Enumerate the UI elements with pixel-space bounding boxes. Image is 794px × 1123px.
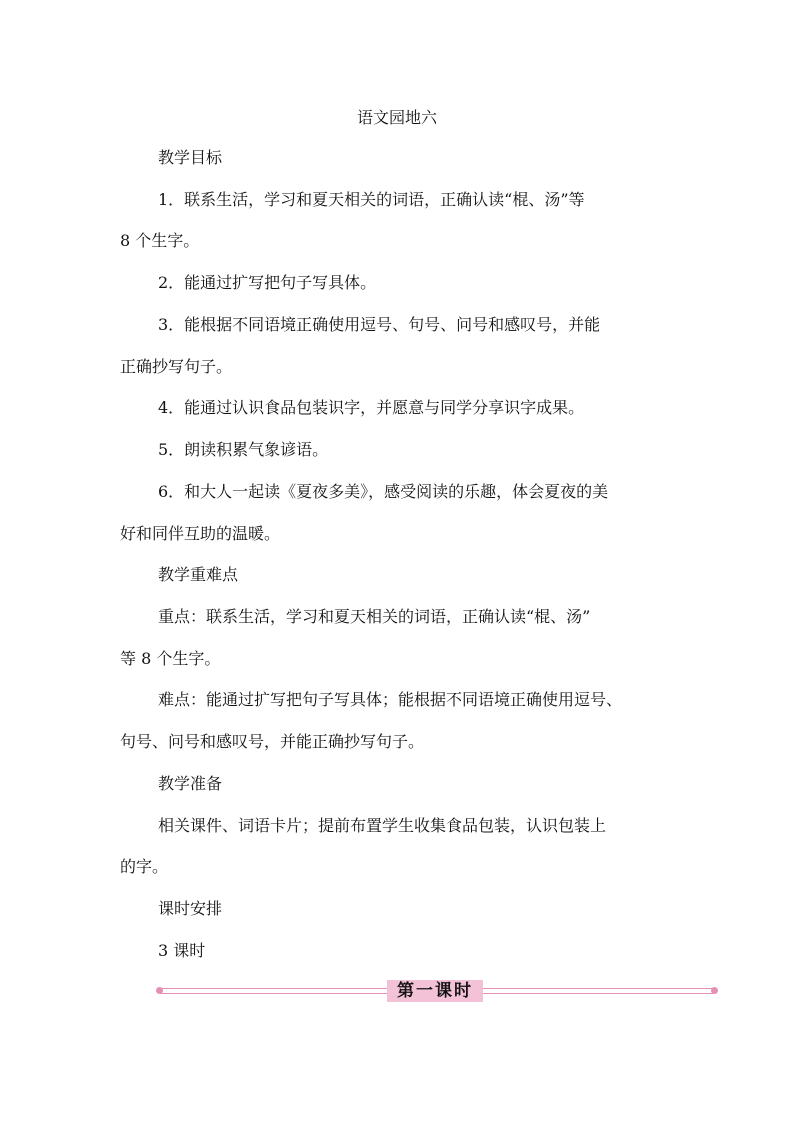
objective-5: 5．朗读积累气象谚语。	[158, 440, 329, 459]
objective-4: 4．能通过认识食品包装识字，并愿意与同学分享识字成果。	[158, 398, 585, 417]
objective-3-line-1: 3．能根据不同语境正确使用逗号、句号、问号和感叹号，并能	[158, 315, 601, 334]
lesson-label: 第一课时	[387, 980, 483, 1002]
key-points-heading: 教学重难点	[158, 565, 239, 584]
objectives-heading: 教学目标	[158, 148, 223, 167]
document-title: 语文园地六	[356, 108, 437, 127]
objective-2: 2．能通过扩写把句子写具体。	[158, 273, 377, 292]
preparation-line-1: 相关课件、词语卡片；提前布置学生收集食品包装，认识包装上	[158, 816, 607, 835]
objective-6-line-2: 好和同伴互助的温暖。	[120, 524, 281, 543]
difficulty-line-2: 句号、问号和感叹号，并能正确抄写句子。	[120, 732, 425, 751]
objective-3-line-2: 正确抄写句子。	[120, 357, 233, 376]
divider-right-dot	[711, 987, 718, 994]
difficulty-line-1: 难点：能通过扩写把句子写具体；能根据不同语境正确使用逗号、	[158, 690, 623, 709]
objective-1-line-1: 1．联系生活，学习和夏天相关的词语，正确认读“棍、汤”等	[158, 190, 585, 209]
preparation-heading: 教学准备	[158, 774, 223, 793]
objective-1-line-2: 8 个生字。	[120, 231, 200, 250]
lesson-divider	[156, 980, 718, 1002]
preparation-line-2: 的字。	[120, 857, 169, 876]
schedule-value: 3 课时	[158, 941, 206, 960]
objective-6-line-1: 6．和大人一起读《夏夜多美》，感受阅读的乐趣，体会夏夜的美	[158, 482, 609, 501]
key-point-line-1: 重点：联系生活，学习和夏天相关的词语，正确认读“棍、汤”	[158, 607, 591, 626]
key-point-line-2: 等 8 个生字。	[120, 649, 221, 668]
schedule-heading: 课时安排	[158, 899, 223, 918]
